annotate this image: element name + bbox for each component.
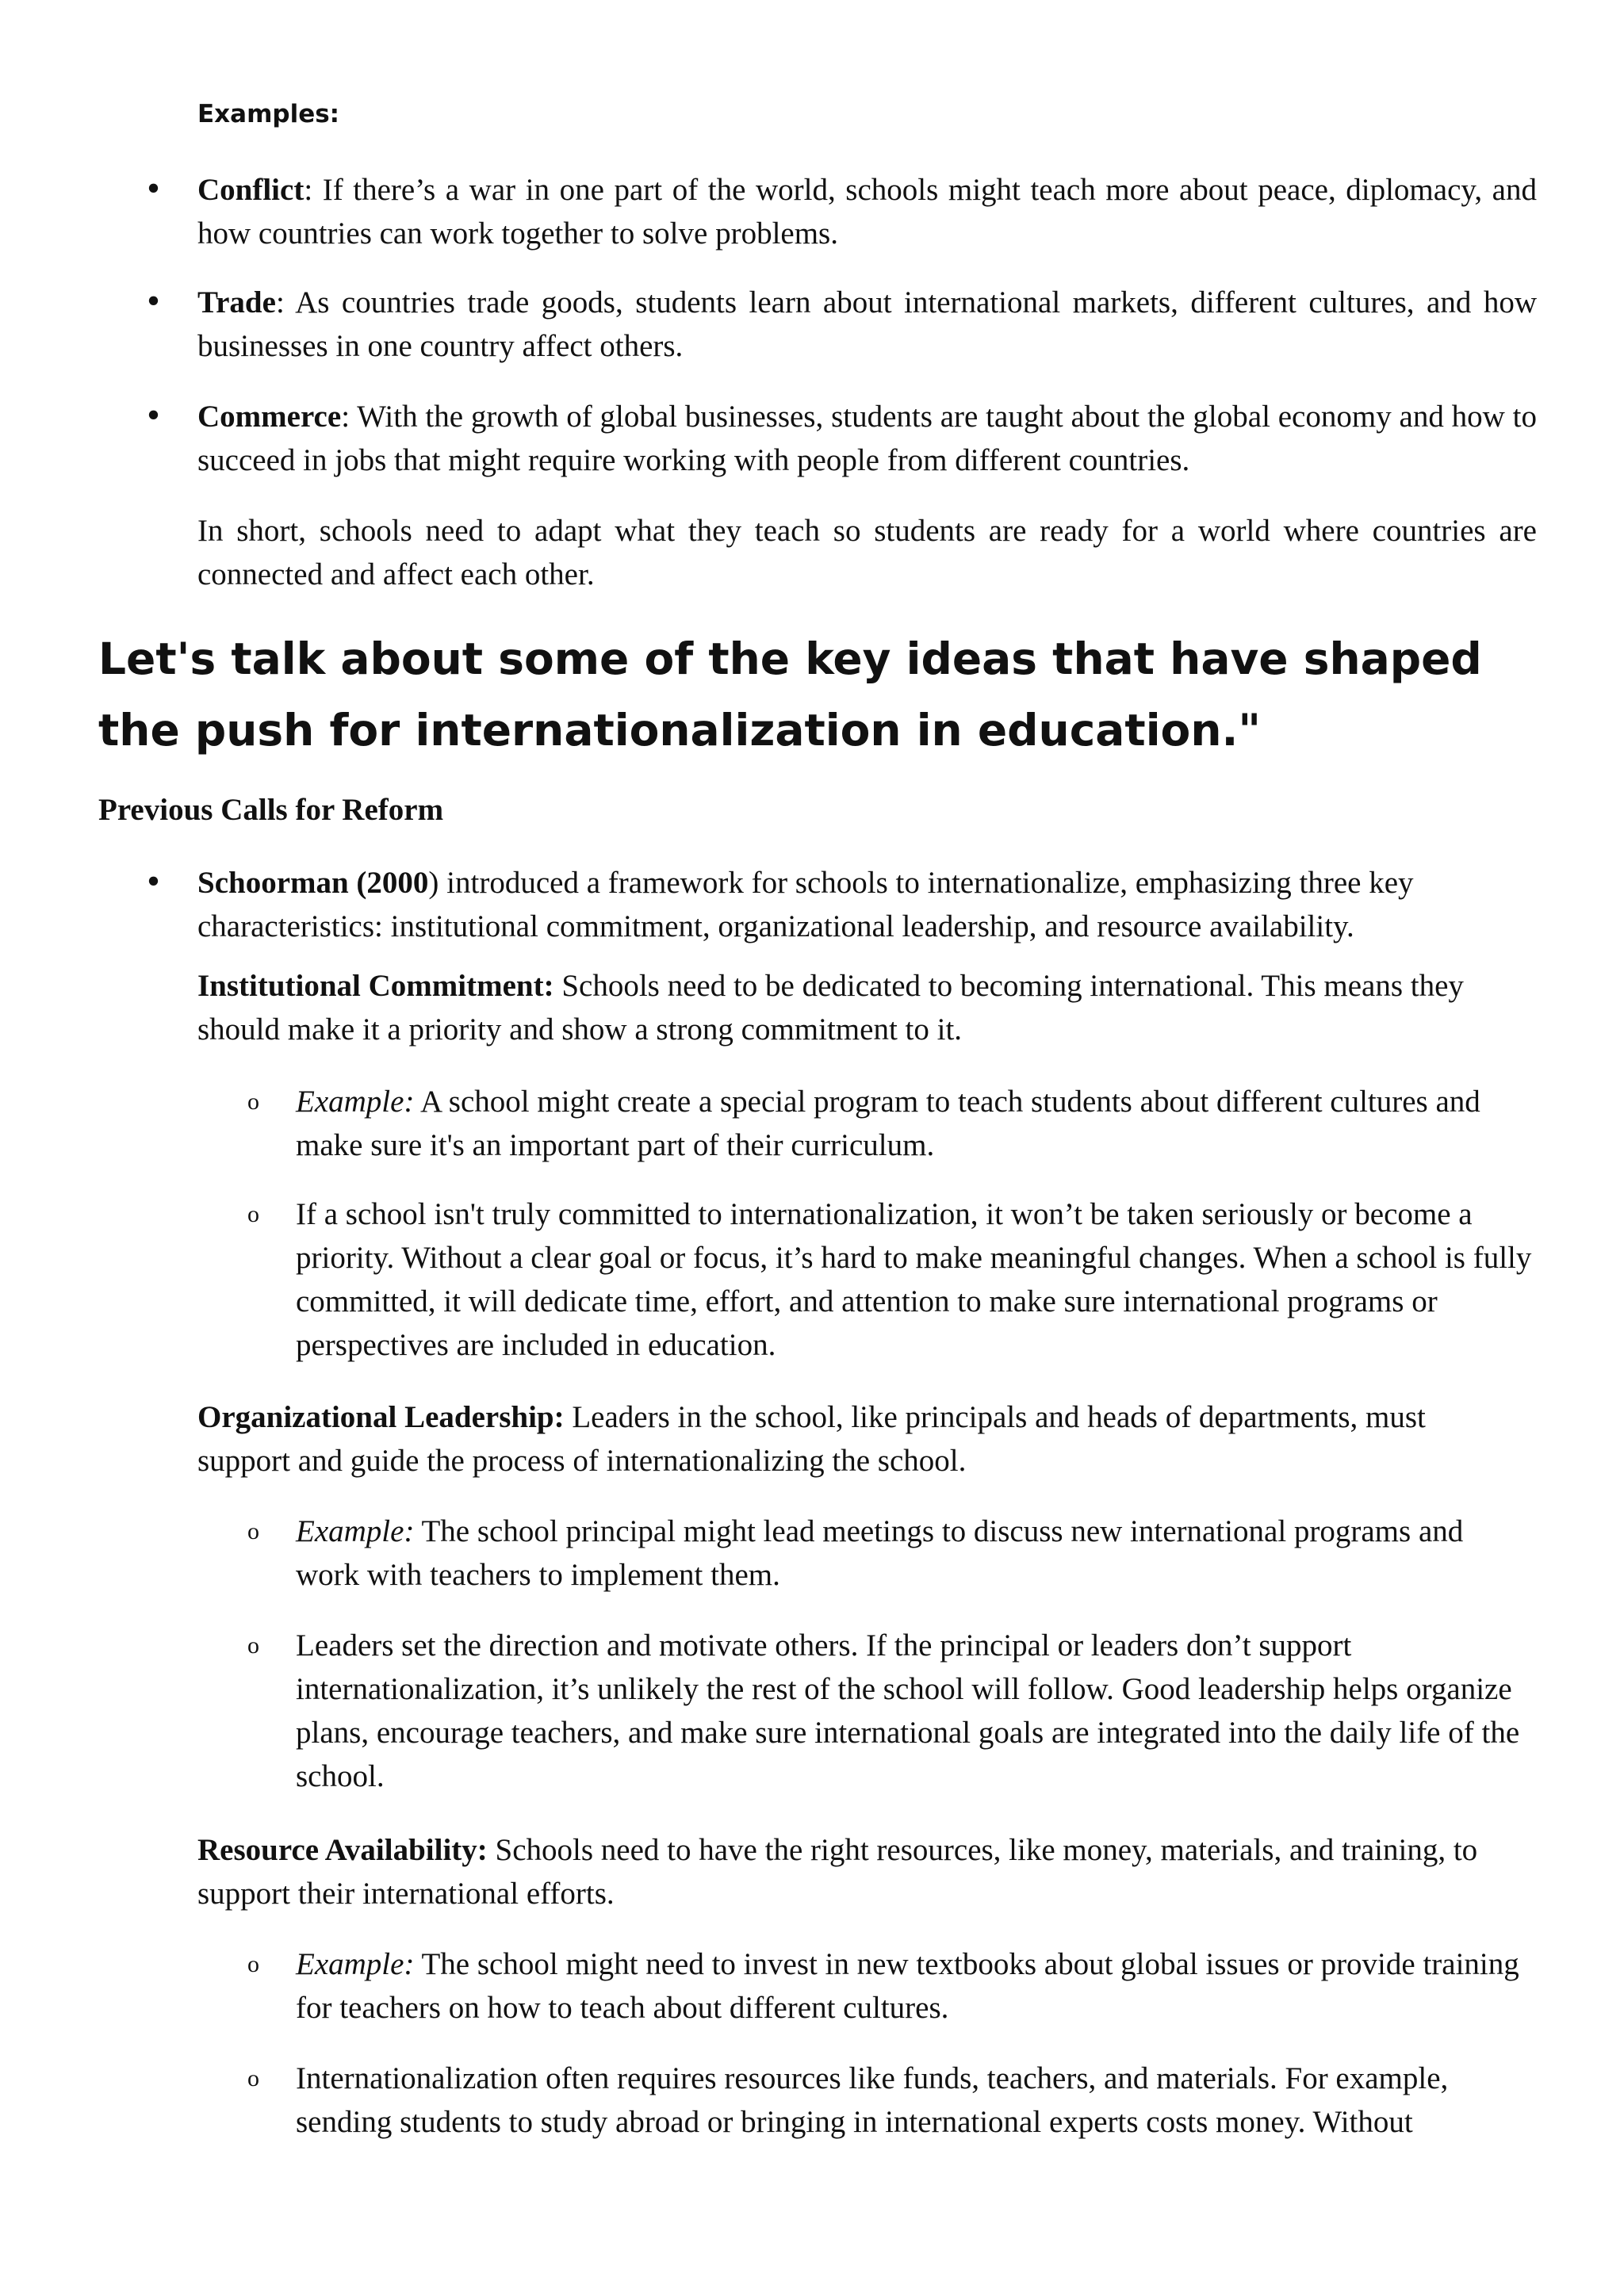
example-label: Example: xyxy=(296,1947,415,1981)
institutional-commitment-detail: If a school isn't truly committed to internationalization, it won’t be taken seriously or become a priority. Without a clear goal or focus, it’s hard to make meaningful changes. When a school is fully committed, it will dedicate time, effort, and attention to make sure international programs or perspectives are included in education. xyxy=(296,1197,1532,1362)
example-item-trade xyxy=(197,281,1537,368)
section-text: Schools need to have the right resources, like money, materials, and training, to support their international efforts. xyxy=(197,1833,1478,1911)
section-title: Institutional Commitment: xyxy=(197,969,554,1003)
example-description: A school might create a special program to teach students about different cultures and make sure it's an important part of their curriculum. xyxy=(296,1085,1480,1162)
reform-term: Schoorman (2000 xyxy=(197,866,429,900)
sub-bullet-icon: o xyxy=(247,1201,259,1227)
example-description: The school principal might lead meetings to discuss new international programs and work with teachers to implement them. xyxy=(296,1514,1464,1592)
resource-availability-example xyxy=(296,1942,1533,2030)
organizational-leadership-detail: Leaders set the direction and motivate others. If the principal or leaders don’t support internationalization, it’s unlikely the rest of the school will follow. Good leadership helps organize plans, encourage teachers, and make sure international goals are integrated into the daily life of the school. xyxy=(296,1628,1520,1793)
example-label: Example: xyxy=(296,1514,415,1548)
example-text: : With the growth of global businesses, students are taught about the global economy and how to succeed in jobs that might require working with people from different countries. xyxy=(197,400,1537,477)
sub-bullet-icon: o xyxy=(247,1089,259,1115)
resource-availability-paragraph xyxy=(197,1828,1537,1915)
reform-item-schoorman xyxy=(197,861,1506,948)
example-text: : As countries trade goods, students learn about international markets, different cultures, and how businesses in one country affect others. xyxy=(197,285,1537,363)
bullet-icon: • xyxy=(144,285,163,320)
example-term: Commerce xyxy=(197,400,342,434)
sub-bullet-icon: o xyxy=(247,1518,259,1544)
example-term: Conflict xyxy=(197,173,304,207)
example-label: Example: xyxy=(296,1085,415,1119)
institutional-commitment-paragraph xyxy=(197,964,1506,1051)
institutional-commitment-example xyxy=(296,1080,1533,1167)
bullet-icon: • xyxy=(144,865,163,901)
organizational-leadership-paragraph xyxy=(197,1395,1506,1483)
example-item-commerce xyxy=(197,395,1537,482)
section-heading: Let's talk about some of the key ideas that have shaped the push for internationalization in education." xyxy=(98,633,1482,756)
examples-label: Examples: xyxy=(197,100,340,128)
subheading: Previous Calls for Reform xyxy=(98,793,444,827)
example-description: The school might need to invest in new textbooks about global issues or provide training for teachers on how to teach about different cultures. xyxy=(296,1947,1519,2025)
example-text: : If there’s a war in one part of the world, schools might teach more about peace, diplomacy, and how countries can work together to solve problems. xyxy=(197,173,1537,251)
section-text: Leaders in the school, like principals and heads of departments, must support and guide the process of internationalizing the school. xyxy=(197,1400,1426,1478)
section-text: Schools need to be dedicated to becoming international. This means they should make it a priority and show a strong commitment to it. xyxy=(197,969,1464,1047)
summary-paragraph: In short, schools need to adapt what they teach so students are ready for a world where countries are connected and affect each other. xyxy=(197,514,1537,591)
reform-text: ) introduced a framework for schools to internationalize, emphasizing three key characteristics: institutional commitment, organizational leadership, and resource availability. xyxy=(197,866,1414,943)
example-term: Trade xyxy=(197,285,276,320)
sub-bullet-icon: o xyxy=(247,1951,259,1977)
example-item-conflict xyxy=(197,168,1537,255)
sub-bullet-icon: o xyxy=(247,2065,259,2091)
organizational-leadership-example xyxy=(296,1510,1533,1597)
sub-bullet-icon: o xyxy=(247,1632,259,1659)
resource-availability-detail: Internationalization often requires resources like funds, teachers, and materials. For example, sending students to study abroad or bringing in international experts costs money. Without xyxy=(296,2061,1449,2139)
bullet-icon: • xyxy=(144,172,163,208)
bullet-icon: • xyxy=(144,399,163,434)
section-title: Resource Availability: xyxy=(197,1833,488,1867)
section-title: Organizational Leadership: xyxy=(197,1400,565,1434)
